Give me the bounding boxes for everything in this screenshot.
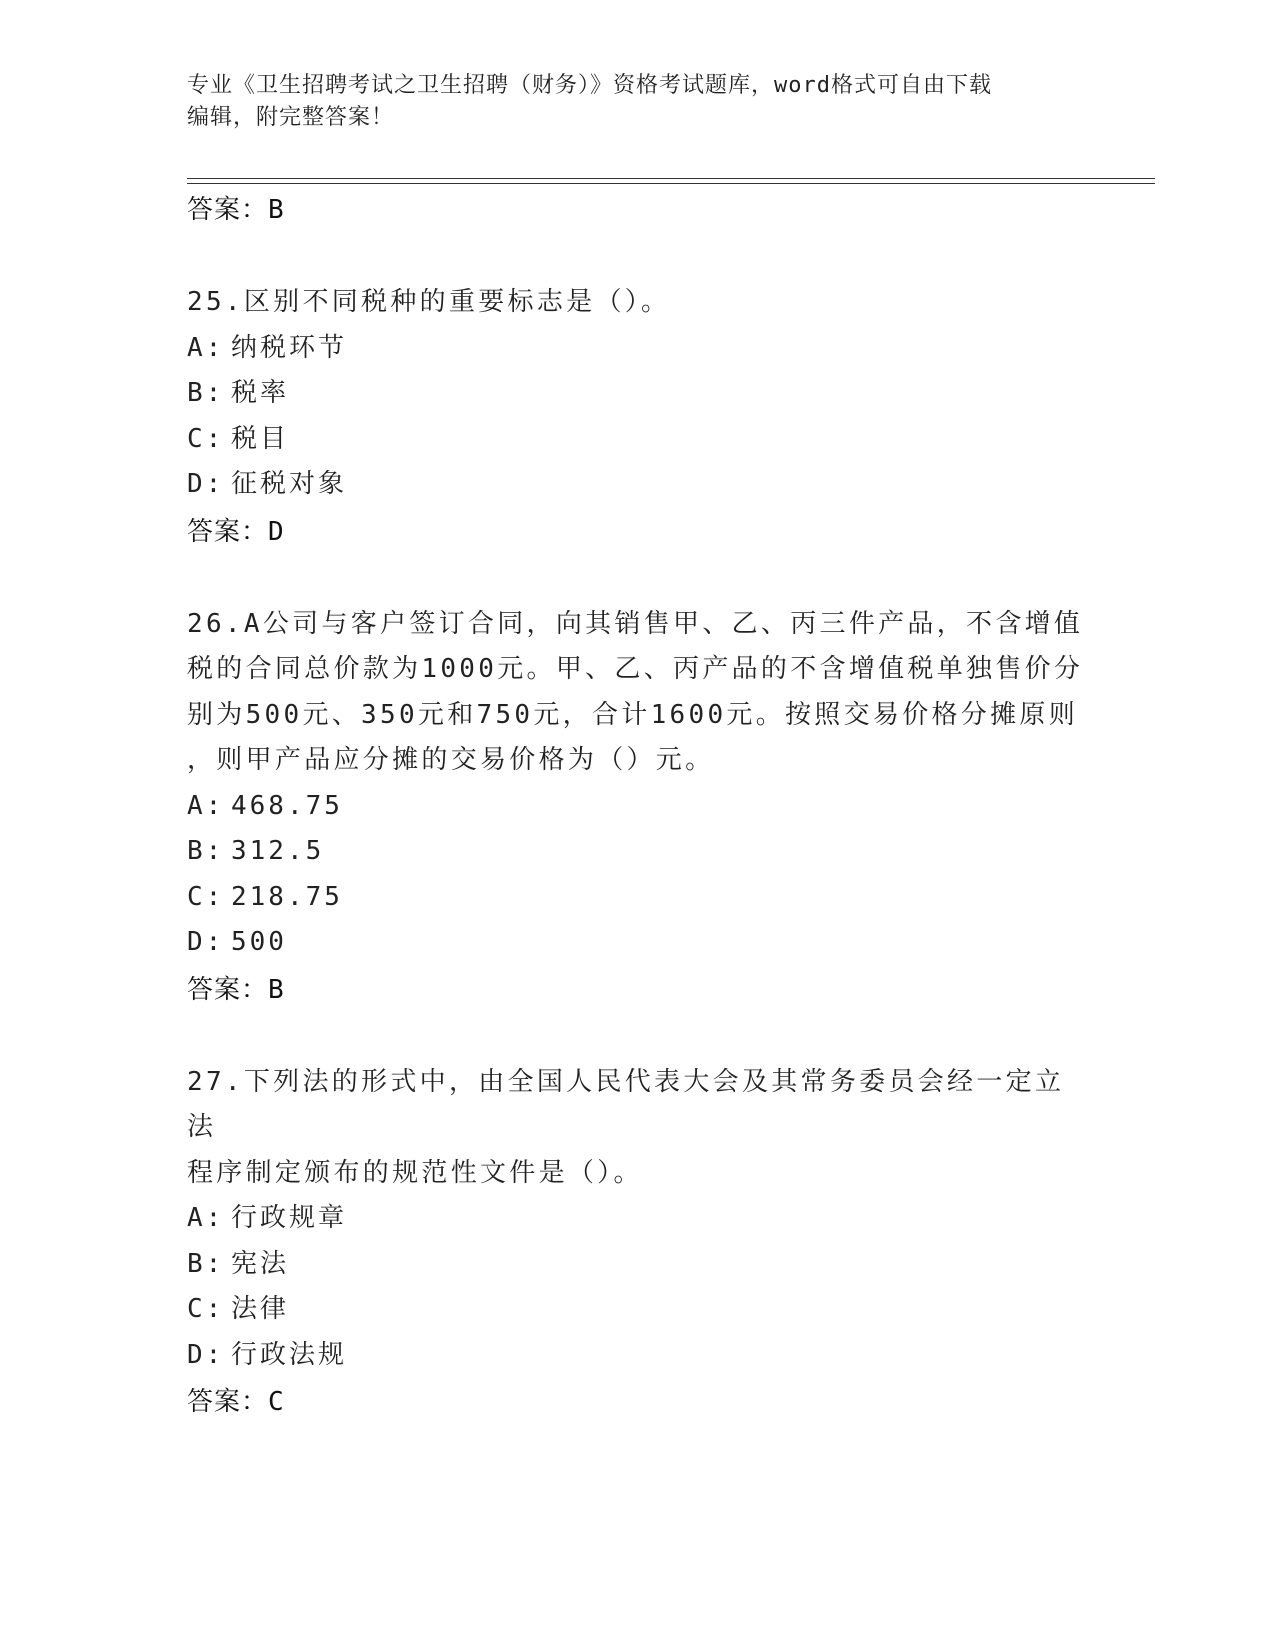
option-key: B: xyxy=(187,1248,225,1279)
question-answer xyxy=(187,508,1087,556)
header-divider-top xyxy=(187,178,1155,179)
option-text: 500 xyxy=(231,927,287,957)
option-d xyxy=(187,462,1087,508)
option-key: A: xyxy=(187,1203,225,1233)
option-key: B: xyxy=(187,836,225,866)
question-stem-line: 26.A公司与客户签订合同，向其销售甲、乙、丙三件产品，不含增值 xyxy=(187,608,1084,639)
option-a xyxy=(187,784,1087,830)
question-stem-line: 25.区别不同税种的重要标志是（）。 xyxy=(187,287,671,317)
question-26 xyxy=(187,602,1087,1014)
option-text: 宪法 xyxy=(231,1248,290,1279)
option-b xyxy=(187,829,1087,875)
option-text: 税目 xyxy=(231,423,290,454)
question-stem xyxy=(187,602,1087,784)
header-text-line-1: 专业《卫生招聘考试之卫生招聘（财务）》资格考试题库，word格式可自由下载 xyxy=(187,73,992,98)
option-a xyxy=(187,1196,1087,1242)
header-text-line-2: 编辑，附完整答案！ xyxy=(187,105,395,130)
answer-value: C xyxy=(268,1387,285,1417)
option-text: 纳税环节 xyxy=(231,332,348,363)
option-c xyxy=(187,417,1087,463)
option-text: 税率 xyxy=(231,378,290,408)
option-key: A: xyxy=(187,332,225,363)
question-list xyxy=(187,186,1087,1426)
previous-answer xyxy=(187,186,1087,234)
question-stem-line: 税的合同总价款为1000元。甲、乙、丙产品的不含增值税单独售价分 xyxy=(187,654,1084,684)
option-a xyxy=(187,326,1087,372)
answer-value: D xyxy=(268,516,285,547)
question-answer xyxy=(187,1378,1087,1426)
option-key: C: xyxy=(187,881,225,912)
answer-label: 答案： xyxy=(187,516,269,547)
header-divider-bottom xyxy=(187,183,1155,184)
option-text: 312.5 xyxy=(231,836,325,866)
option-text: 法律 xyxy=(231,1294,290,1324)
option-key: A: xyxy=(187,790,225,821)
answer-label: 答案： xyxy=(187,974,269,1005)
question-27 xyxy=(187,1060,1087,1427)
answer-label: 答案： xyxy=(187,195,269,225)
question-stem-line: 程序制定颁布的规范性文件是（）。 xyxy=(187,1157,643,1188)
option-text: 218.75 xyxy=(231,881,343,912)
option-text: 468.75 xyxy=(231,790,343,821)
question-stem xyxy=(187,280,1087,326)
answer-value: B xyxy=(268,974,285,1005)
option-key: C: xyxy=(187,1294,225,1324)
question-stem-line: 别为500元、350元和750元，合计1600元。按照交易价格分摊原则 xyxy=(187,699,1078,730)
option-d xyxy=(187,1333,1087,1379)
option-d xyxy=(187,920,1087,966)
answer-value: B xyxy=(268,195,285,225)
option-key: D: xyxy=(187,1339,225,1370)
option-text: 征税对象 xyxy=(231,469,348,499)
answer-label: 答案： xyxy=(187,1387,269,1417)
option-key: C: xyxy=(187,423,225,454)
option-key: D: xyxy=(187,927,225,957)
option-c xyxy=(187,875,1087,921)
document-header xyxy=(187,70,1067,134)
question-answer xyxy=(187,966,1087,1014)
option-c xyxy=(187,1287,1087,1333)
option-key: D: xyxy=(187,469,225,499)
option-b xyxy=(187,1242,1087,1288)
option-text: 行政规章 xyxy=(231,1203,348,1233)
question-25 xyxy=(187,280,1087,556)
question-stem xyxy=(187,1060,1087,1197)
option-b xyxy=(187,371,1087,417)
question-stem-line: ，则甲产品应分摊的交易价格为（）元。 xyxy=(187,745,715,775)
question-stem-line: 27.下列法的形式中，由全国人民代表大会及其常务委员会经一定立法 xyxy=(187,1066,1065,1142)
option-text: 行政法规 xyxy=(231,1339,348,1370)
option-key: B: xyxy=(187,378,225,408)
